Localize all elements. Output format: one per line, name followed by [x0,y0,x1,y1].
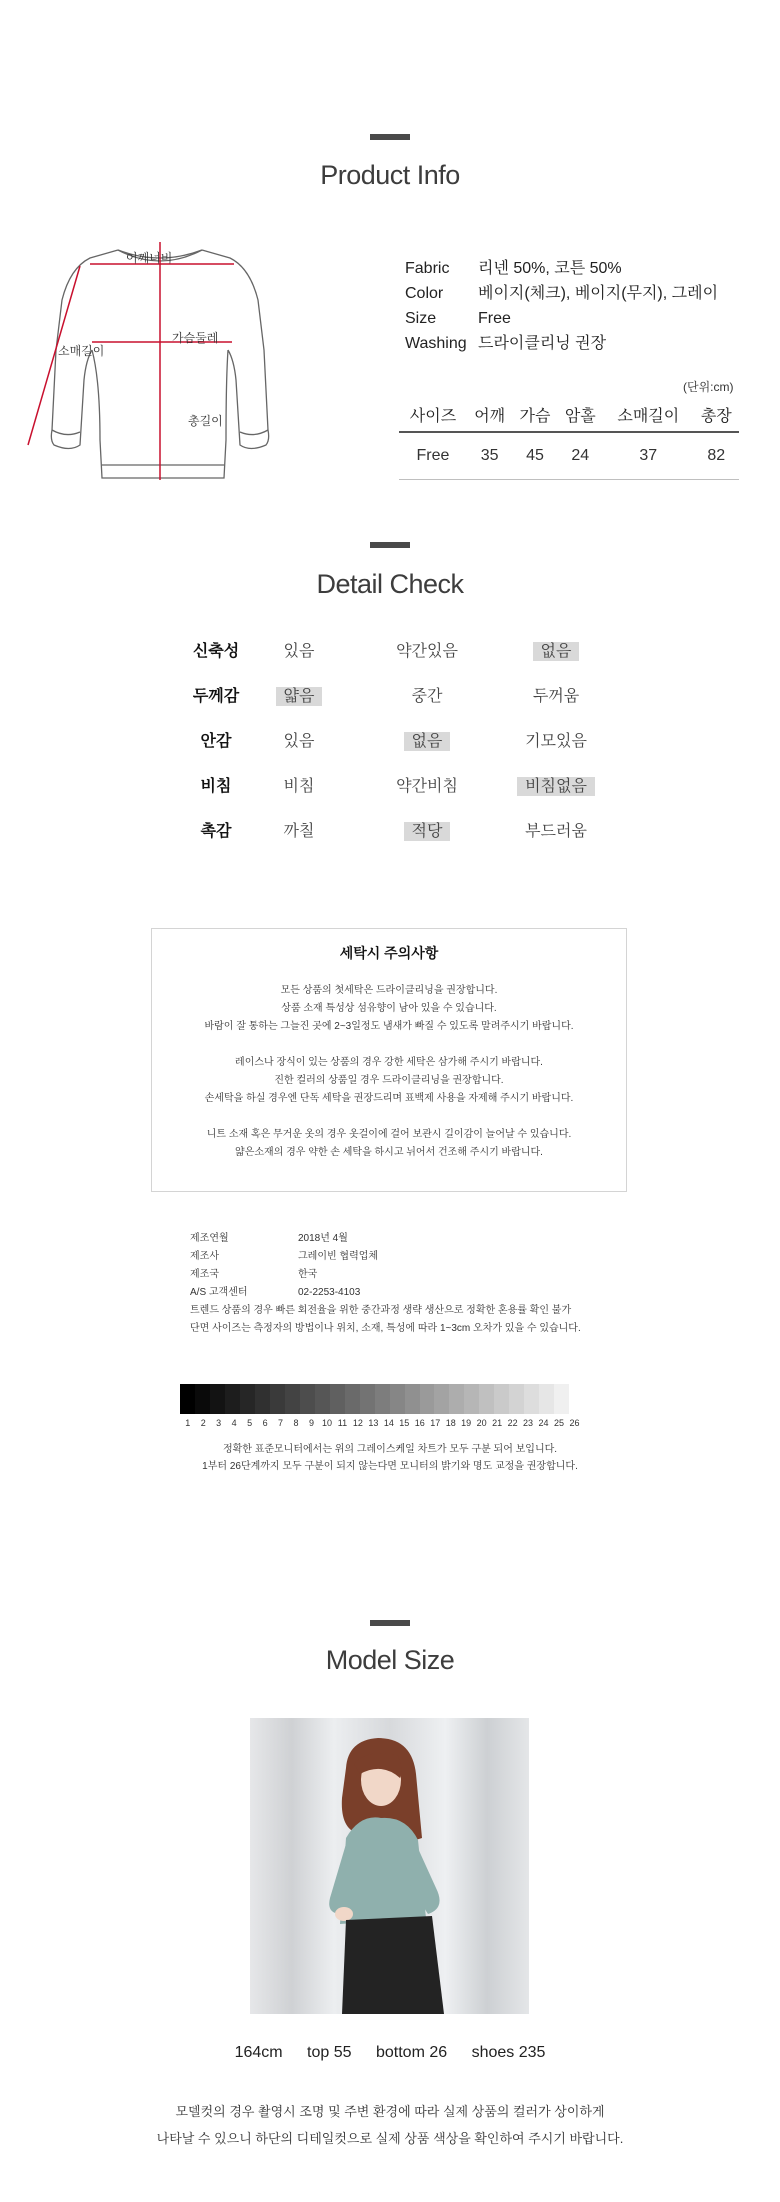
washing-line: 바람이 잘 통하는 그늘진 곳에 2~3일정도 냄새가 빠질 수 있도록 말려주시기 바랍니다. [204,1021,574,1032]
grayscale-swatch [180,1384,195,1414]
grayscale-number: 3 [216,1418,222,1428]
grayscale-swatch [524,1384,539,1414]
grayscale-number: 15 [399,1418,410,1428]
detail-option: 기모있음 [525,733,587,750]
detail-label: 촉감 [200,823,232,840]
grayscale-swatch [225,1384,240,1414]
grayscale-number: 9 [308,1418,314,1428]
grayscale-number: 14 [383,1418,394,1428]
grayscale-number: 20 [476,1418,487,1428]
grayscale-strip [180,1384,569,1414]
spec-key: Color [405,285,444,302]
grayscale-swatch [330,1384,345,1414]
mfg-key: 제조연월 [190,1233,229,1244]
grayscale-number: 12 [352,1418,363,1428]
grayscale-number: 16 [414,1418,425,1428]
size-cell: 24 [558,432,603,480]
grayscale-number: 22 [507,1418,518,1428]
spec-value: 베이지(체크), 베이지(무지), 그레이 [478,285,719,302]
grayscale-swatch [390,1384,405,1414]
mfg-value: 한국 [298,1269,318,1280]
size-cell: 35 [467,432,512,480]
mfg-value: 02-2253-4103 [298,1287,361,1298]
size-table-header [399,397,739,432]
grayscale-numbers [180,1418,582,1428]
grayscale-swatch [270,1384,285,1414]
grayscale-swatch [494,1384,509,1414]
detail-label: 두께감 [192,688,240,705]
grayscale-swatch [285,1384,300,1414]
washing-caution-box [151,928,627,1192]
detail-row [0,817,780,847]
grayscale-number: 11 [337,1418,348,1428]
washing-line [152,1108,626,1126]
detail-label: 안감 [200,733,232,750]
grayscale-swatch [449,1384,464,1414]
grayscale-number: 4 [231,1418,237,1428]
model-photo-illustration [250,1718,529,2014]
grayscale-note: 1부터 26단계까지 모두 구분이 되지 않는다면 모니터의 밝기와 명도 교정을 권장합니다. [202,1461,578,1472]
model-photo [250,1718,529,2014]
mfg-value: 그레이빈 협력업체 [298,1251,379,1262]
detail-label: 신축성 [192,643,240,660]
grayscale-number: 2 [200,1418,206,1428]
grayscale-swatch [509,1384,524,1414]
model-stats [0,2044,780,2062]
grayscale-swatch [300,1384,315,1414]
detail-row [0,682,780,712]
detail-option: 없음 [491,637,621,667]
grayscale-swatch [375,1384,390,1414]
size-unit-label: (단위:cm) [683,380,734,394]
detail-option: 약간비침 [396,778,458,795]
model-shoe-size: shoes 235 [471,2044,546,2061]
spec-list [405,256,718,356]
spec-key: Fabric [405,260,450,277]
washing-line: 얇은소재의 경우 약한 손 세탁을 하시고 뉘어서 건조해 주시기 바랍니다. [235,1147,543,1158]
spec-row [405,281,718,306]
grayscale-swatch [195,1384,210,1414]
washing-title: 세탁시 주의사항 [339,945,439,961]
washing-lines [152,982,626,1162]
grayscale-number: 10 [321,1418,332,1428]
mfg-note: 단면 사이즈는 측정자의 방법이나 위치, 소재, 특성에 따라 1~3cm 오차가 있을 수 있습니다. [190,1323,581,1334]
grayscale-swatch [420,1384,435,1414]
grayscale-number: 8 [293,1418,299,1428]
washing-line: 모든 상품의 첫세탁은 드라이클리닝을 권장합니다. [280,985,498,996]
section-divider-bar [370,134,410,140]
grayscale-swatch [315,1384,330,1414]
grayscale-number: 5 [247,1418,253,1428]
length-label: 총길이 [188,414,223,428]
grayscale-number: 17 [430,1418,441,1428]
detail-option: 비침없음 [491,772,621,802]
grayscale-number: 18 [445,1418,456,1428]
mfg-row [190,1248,581,1266]
detail-row [0,772,780,802]
grayscale-swatch [434,1384,449,1414]
model-notes [0,2098,780,2152]
grayscale-swatch [464,1384,479,1414]
washing-line: 레이스나 장식이 있는 상품의 경우 강한 세탁은 삼가해 주시기 바랍니다. [235,1057,543,1068]
size-table [399,397,739,480]
detail-row [0,637,780,667]
section-divider-bar [370,542,410,548]
grayscale-swatch [539,1384,554,1414]
model-top-size: top 55 [307,2044,352,2061]
detail-option: 까칠 [283,823,315,840]
washing-line: 손세탁을 하실 경우엔 단독 세탁을 권장드리며 표백제 사용을 자제해 주시기 바랍니다. [204,1093,574,1104]
spec-key: Size [405,310,437,327]
grayscale-swatch [405,1384,420,1414]
section-divider-bar [370,1620,410,1626]
grayscale-number: 1 [185,1418,191,1428]
mfg-key: 제조국 [190,1269,219,1280]
detail-option: 없음 [362,727,492,757]
washing-line: 니트 소재 혹은 무거운 옷의 경우 옷걸이에 걸어 보관시 길이감이 늘어날 수 있습니다. [206,1129,572,1140]
spec-value: 리넨 50%, 코튼 50% [478,260,622,277]
grayscale-notes [0,1441,780,1475]
detail-option: 두꺼움 [532,688,580,705]
size-header-cell: 사이즈 [399,397,467,432]
size-cell: Free [399,432,467,480]
model-note: 나타날 수 있으니 하단의 디테일컷으로 실제 상품 색상을 확인하여 주시기 바랍니다. [156,2131,624,2146]
sleeve-label: 소매길이 [58,344,105,358]
mfg-key: A/S 고객센터 [190,1287,248,1298]
spec-value: 드라이클리닝 권장 [478,335,607,352]
detail-option: 얇음 [234,682,364,712]
grayscale-number: 19 [461,1418,472,1428]
grayscale-swatch [479,1384,494,1414]
detail-label: 비침 [200,778,232,795]
detail-row [0,727,780,757]
size-cell: 45 [512,432,557,480]
mfg-key: 제조사 [190,1251,219,1262]
size-header-cell: 소매길이 [603,397,694,432]
washing-line: 진한 컬러의 상품일 경우 드라이클리닝을 권장합니다. [274,1075,504,1086]
mfg-row [190,1284,581,1302]
model-height: 164cm [234,2044,283,2061]
shoulder-label: 어깨너비 [126,251,173,265]
spec-value: Free [478,310,511,327]
size-header-cell: 어깨 [467,397,512,432]
grayscale-number: 6 [262,1418,268,1428]
sweater-outline-icon [20,240,350,500]
grayscale-number: 24 [538,1418,549,1428]
manufacturer-info [190,1230,581,1338]
detail-option: 약간있음 [396,643,458,660]
mfg-row [190,1230,581,1248]
model-note: 모델컷의 경우 촬영시 조명 및 주변 환경에 따라 실제 상품의 컬러가 상이하게 [175,2104,605,2119]
mfg-value: 2018년 4월 [298,1233,348,1244]
size-cell: 82 [694,432,739,480]
spec-row [405,331,718,356]
grayscale-number: 7 [278,1418,284,1428]
grayscale-number: 23 [523,1418,534,1428]
washing-line: 상품 소재 특성상 섬유향이 남아 있을 수 있습니다. [281,1003,497,1014]
chest-label: 가슴둘레 [172,331,219,345]
grayscale-number: 13 [368,1418,379,1428]
size-header-cell: 총장 [694,397,739,432]
washing-line [152,1036,626,1054]
grayscale-number: 26 [569,1418,580,1428]
size-header-cell: 암홀 [558,397,603,432]
grayscale-number: 21 [492,1418,503,1428]
detail-option: 있음 [283,733,315,750]
grayscale-swatch [345,1384,360,1414]
size-cell: 37 [603,432,694,480]
detail-check-title: Detail Check [316,569,464,599]
grayscale-swatch [240,1384,255,1414]
spec-row [405,256,718,281]
grayscale-number: 25 [553,1418,564,1428]
mfg-row [190,1266,581,1284]
grayscale-swatch [554,1384,569,1414]
garment-diagram [20,240,350,500]
model-size-title: Model Size [325,1645,455,1675]
detail-option: 부드러움 [525,823,587,840]
detail-option: 있음 [283,643,315,660]
spec-key: Washing [405,335,467,352]
detail-option: 비침 [283,778,315,795]
grayscale-swatch [255,1384,270,1414]
size-header-cell: 가슴 [512,397,557,432]
product-info-title: Product Info [320,160,460,190]
spec-row [405,306,718,331]
grayscale-note: 정확한 표준모니터에서는 위의 그레이스케일 차트가 모두 구분 되어 보입니다. [222,1444,558,1455]
mfg-note: 트렌드 상품의 경우 빠른 회전율을 위한 중간과정 생략 생산으로 정확한 혼용률 확인 불가 [190,1305,572,1316]
grayscale-swatch [360,1384,375,1414]
detail-option: 적당 [362,817,492,847]
grayscale-swatch [210,1384,225,1414]
model-bottom-size: bottom 26 [375,2044,448,2061]
detail-option: 중간 [411,688,443,705]
size-table-row [399,432,739,480]
